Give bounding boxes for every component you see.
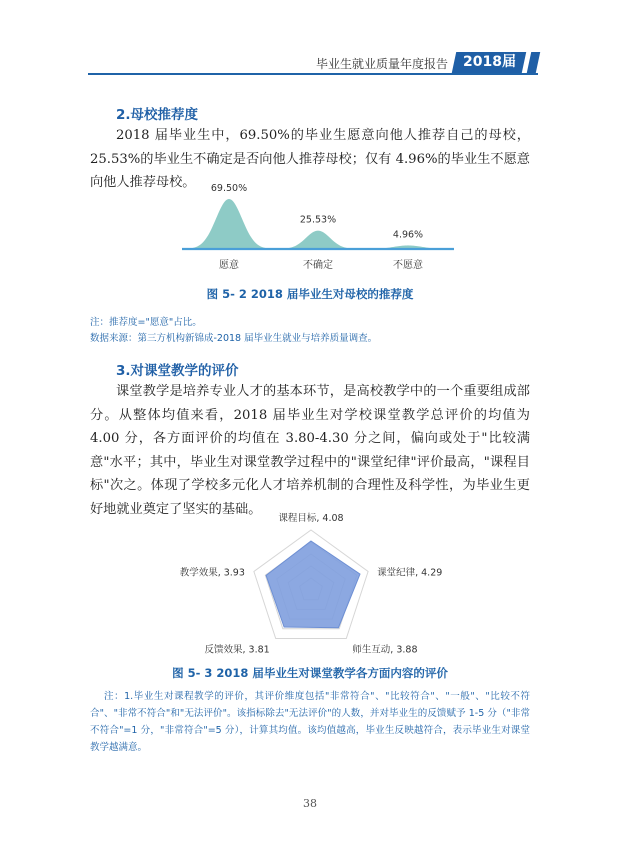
header-title: 毕业生就业质量年度报告: [315, 57, 448, 71]
figure-caption-teaching: 图 5- 3 2018 届毕业生对课堂教学各方面内容的评价: [172, 666, 448, 680]
radar-label-0: 课程目标, 4.08: [278, 513, 344, 524]
header-badge-text: 2018届: [462, 54, 516, 70]
radar-label-4: 教学效果, 3.93: [179, 567, 245, 579]
category-label-2: 不愿意: [393, 260, 423, 271]
section-heading-recommendation: 2.母校推荐度: [116, 107, 199, 123]
radar-data-polygon: [266, 541, 360, 628]
radar-label-3: 反馈效果, 3.81: [204, 644, 270, 656]
note-recommendation: 注：推荐度="愿意"占比。: [90, 317, 202, 328]
category-label-0: 愿意: [219, 260, 239, 271]
data-label-0: 69.50%: [210, 183, 248, 194]
data-label-1: 25.53%: [299, 214, 337, 226]
radar-label-2: 师生互动, 3.88: [352, 644, 418, 656]
section-heading-teaching: 3.对课堂教学的评价: [116, 363, 239, 379]
category-label-1: 不确定: [303, 260, 333, 271]
paragraph-teaching: 课堂教学是培养专业人才的基本环节，是高校教学中的一个重要组成部分。从整体均值来看，2018 届毕业生对学校课堂教学总评价的均值为 4.00 分，各方面评价的均值在 3.80-4.30 分之间，偏向或处于"比较满意"水平；其中，毕业生对课堂教学过程中的"课堂纪律"评价最高，"课程目标"次之。体现了学校多元化人才培养机制的合理性及科学性，为毕业生更好地就业奠定了坚实的基础。: [90, 384, 530, 517]
data-source-note: 数据来源：第三方机构新锦成-2018 届毕业生就业与培养质量调查。: [90, 333, 378, 344]
radar-label-1: 课堂纪律, 4.29: [377, 567, 443, 579]
page-number: 38: [303, 797, 317, 810]
note-teaching: 注：1.毕业生对课程教学的评价，其评价维度包括"非常符合"、"比较符合"、"一般"、"比较不符合"、"非常不符合"和"无法评价"。该指标除去"无法评价"的人数，并对毕业生的反馈赋予 1-5 分（"非常不符合"=1 分，"非常符合"=5 分），计算其均值。该均值越高，毕业生反映越符合，表示毕业生对课堂教学越满意。: [90, 691, 530, 753]
data-label-2: 4.96%: [392, 229, 424, 241]
figure-caption-recommendation: 图 5- 2 2018 届毕业生对母校的推荐度: [206, 287, 414, 301]
paragraph-recommendation: 2018 届毕业生中，69.50%的毕业生愿意向他人推荐自己的母校，25.53%的毕业生不确定是否向他人推荐母校；仅有 4.96%的毕业生不愿意向他人推荐母校。: [90, 128, 530, 190]
